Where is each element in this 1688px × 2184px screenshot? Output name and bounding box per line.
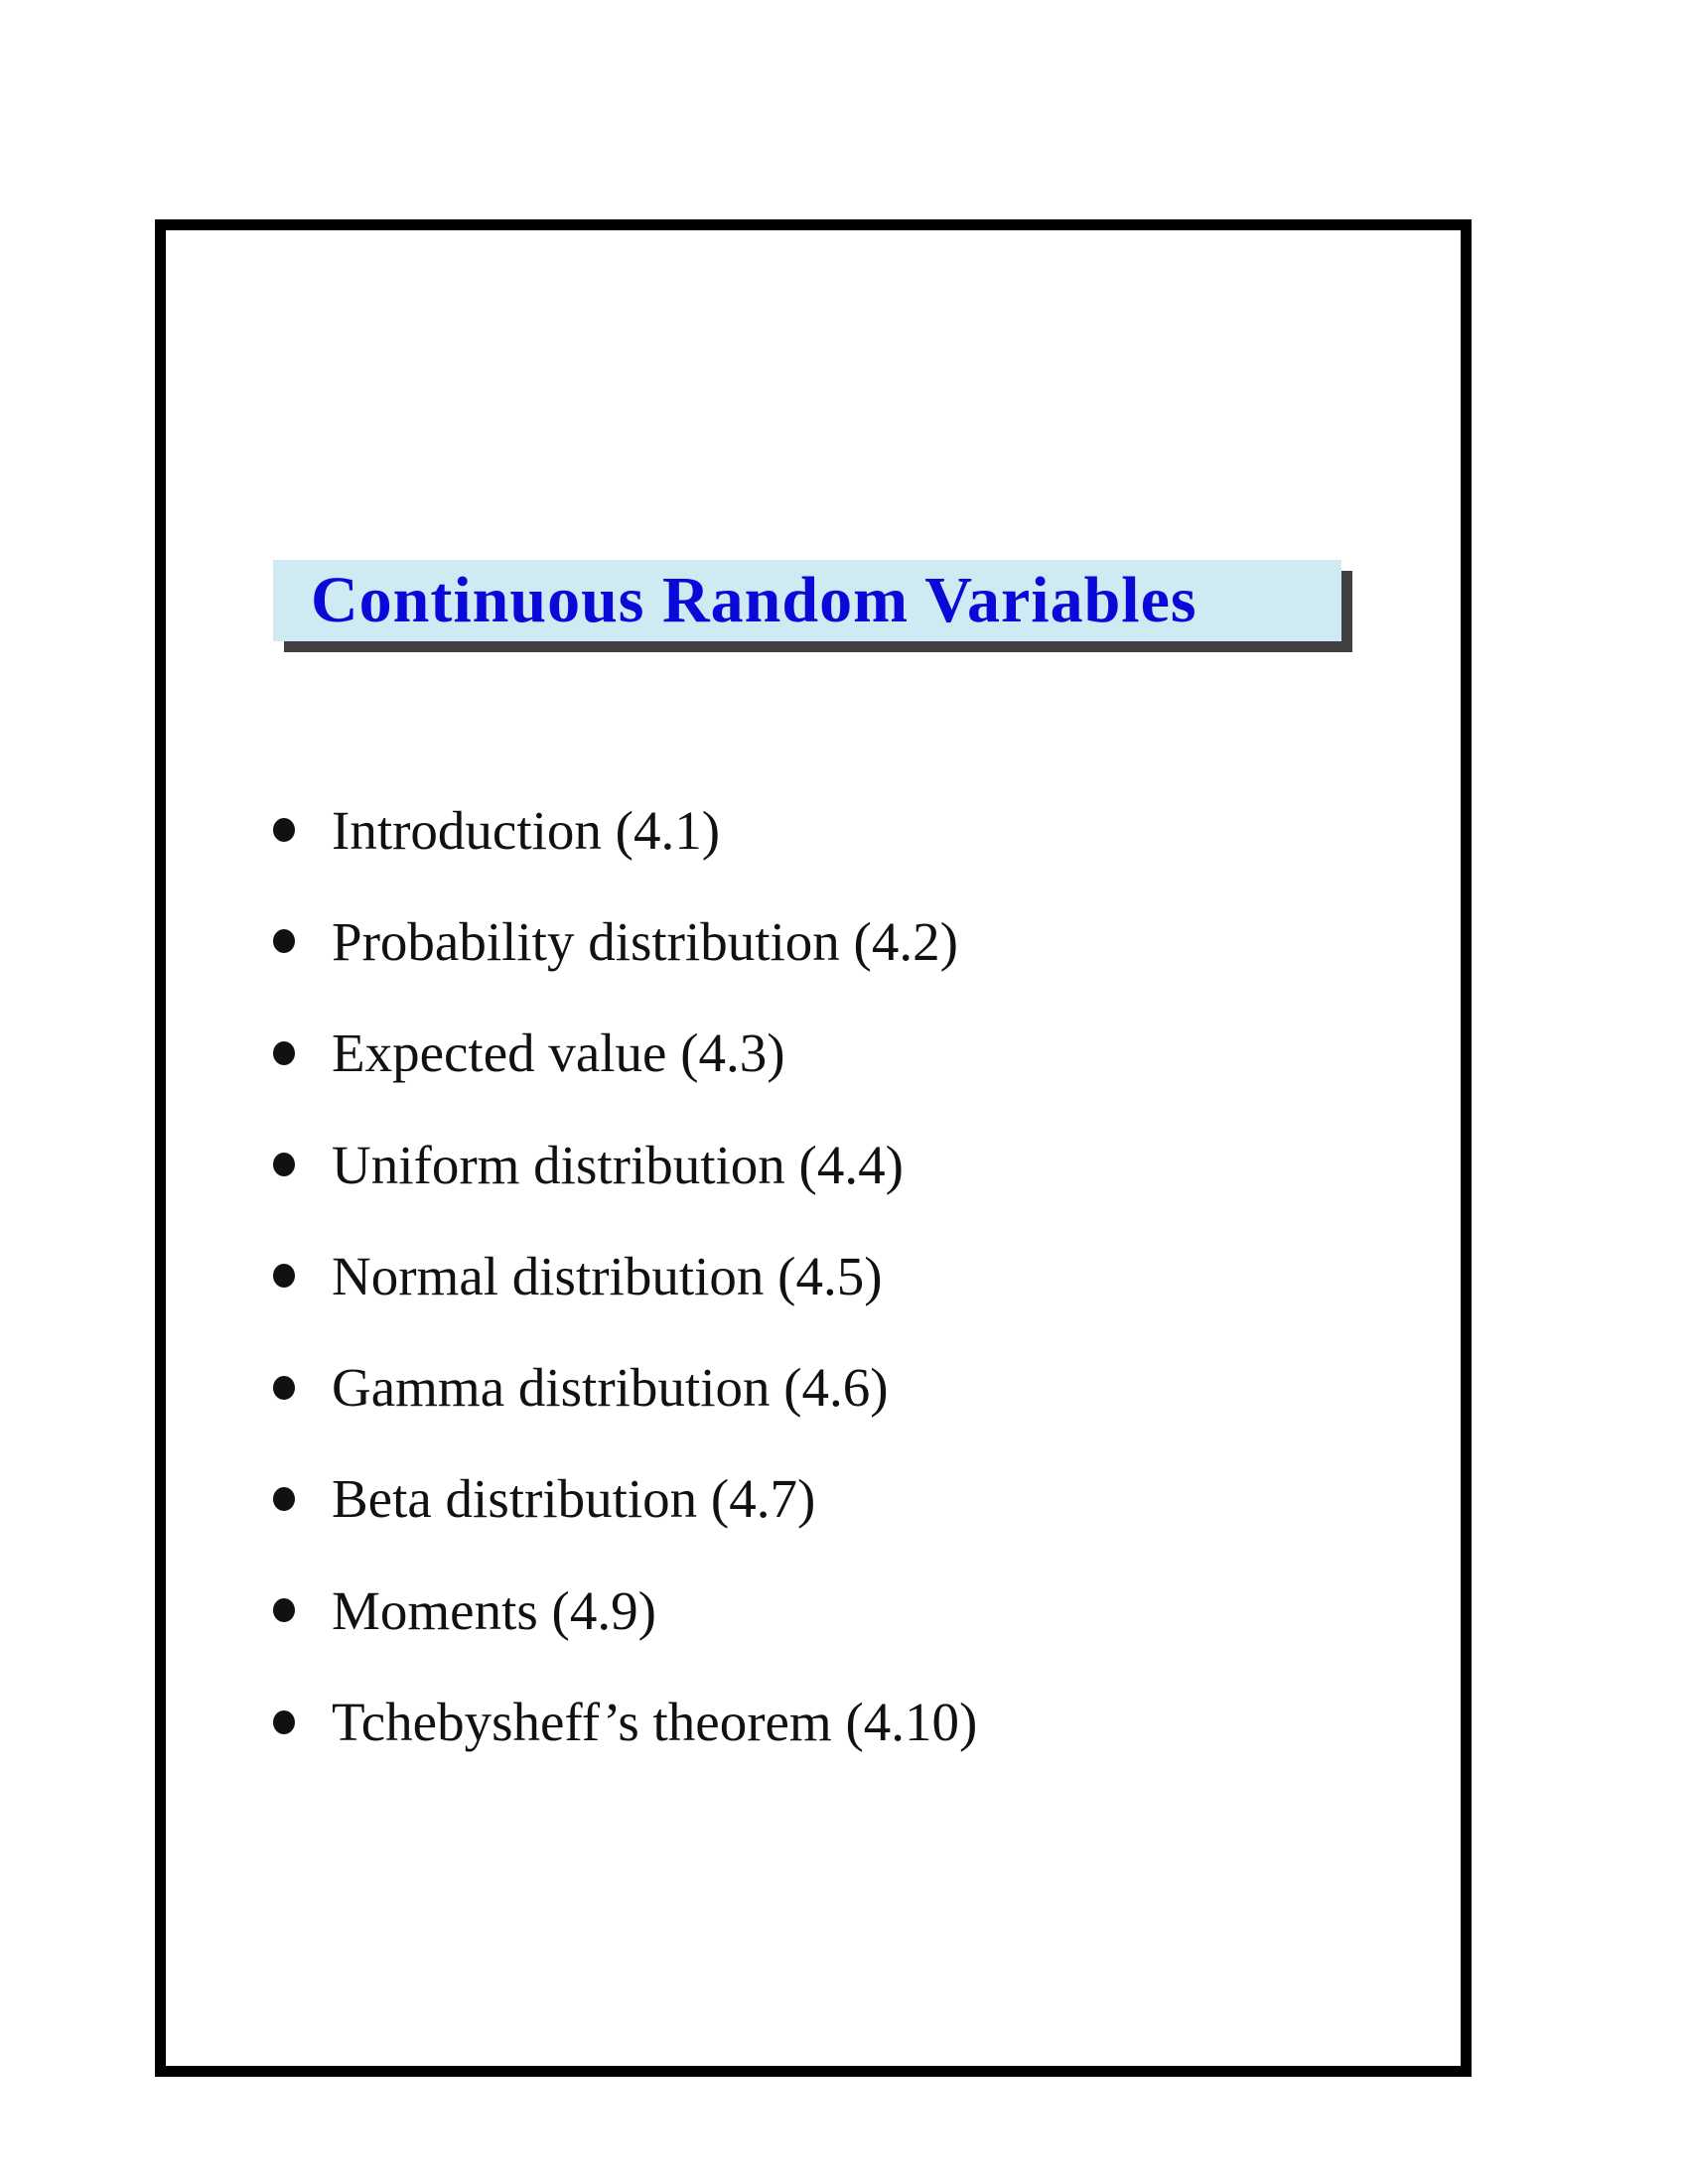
list-item-text: Beta distribution (4.7) [332, 1468, 816, 1530]
bullet-icon [273, 1264, 295, 1288]
list-item-text: Tchebysheff’s theorem (4.10) [332, 1692, 978, 1753]
list-item-text: Moments (4.9) [332, 1579, 656, 1641]
list-item [268, 1220, 977, 1331]
list-item [268, 1443, 977, 1555]
list-item-text: Expected value (4.3) [332, 1023, 785, 1084]
list-item-text: Probability distribution (4.2) [332, 910, 958, 972]
slide-title: Continuous Random Variables [311, 564, 1197, 636]
list-item [268, 774, 977, 886]
list-item [268, 886, 977, 997]
bullet-icon [273, 1041, 295, 1065]
bullet-icon [273, 1598, 295, 1622]
list-item [268, 1555, 977, 1666]
topic-list [268, 774, 977, 1778]
bullet-icon [273, 818, 295, 842]
list-item [268, 1331, 977, 1442]
bullet-icon [273, 1487, 295, 1511]
list-item-text: Introduction (4.1) [332, 799, 721, 861]
list-item-text: Gamma distribution (4.6) [332, 1357, 889, 1419]
list-item [268, 998, 977, 1109]
bullet-icon [273, 1710, 295, 1734]
list-item [268, 1109, 977, 1220]
bullet-icon [273, 1376, 295, 1400]
list-item-text: Normal distribution (4.5) [332, 1245, 883, 1306]
list-item [268, 1666, 977, 1777]
list-item-text: Uniform distribution (4.4) [332, 1134, 904, 1195]
bullet-icon [273, 929, 295, 953]
title-box [273, 560, 1341, 641]
bullet-icon [273, 1153, 295, 1176]
